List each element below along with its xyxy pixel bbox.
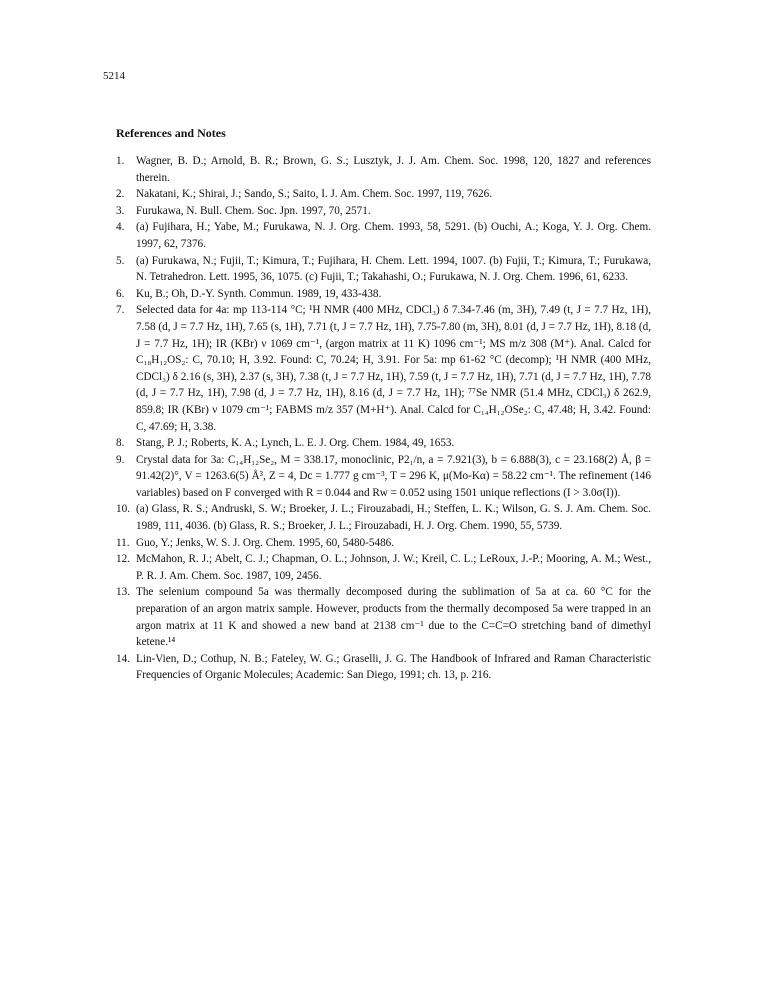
reference-text: Guo, Y.; Jenks, W. S. J. Org. Chem. 1995, 60, 5480-5486. — [136, 536, 395, 549]
reference-item — [116, 651, 651, 684]
reference-number: 2. — [116, 188, 125, 201]
reference-item — [116, 286, 651, 303]
reference-item — [116, 435, 651, 452]
reference-number: 8. — [116, 437, 125, 450]
reference-text: Lin-Vien, D.; Cothup, N. B.; Fateley, W. G.; Graselli, J. G. The Handbook of Infrared and Raman Characteristic Frequencies of Organic Molecules; Academic: San Diego, 1991; ch. 13, p. 216. — [136, 652, 651, 682]
reference-number: 12. — [116, 553, 130, 566]
reference-item — [116, 452, 651, 502]
reference-number: 6. — [116, 287, 125, 300]
reference-item — [116, 153, 651, 186]
reference-text: (a) Glass, R. S.; Andruski, S. W.; Broeker, J. L.; Firouzabadi, H.; Steffen, L. K.; Wilson, G. S. J. Am. Chem. Soc. 1989, 111, 4036. (b) Glass, R. S.; Broeker, J. L.; Firouzabadi, H. J. Org. Chem. 1990, 55, 5739. — [136, 503, 651, 533]
reference-text: Wagner, B. D.; Arnold, B. R.; Brown, G. S.; Lusztyk, J. J. Am. Chem. Soc. 1998, 120, 1827 and references therein. — [136, 155, 651, 184]
reference-number: 13. — [116, 586, 130, 599]
reference-number: 14. — [116, 652, 130, 665]
reference-item — [116, 501, 651, 534]
reference-item — [116, 219, 651, 252]
reference-text: Selected data for 4a: mp 113-114 °C; ¹H NMR (400 MHz, CDCl₃) δ 7.34-7.46 (m, 3H), 7.49 (t, J = 7.7 Hz, 1H), 7.58 (d, J = 7.7 Hz, 1H), 7.65 (s, 1H), 7.71 (t, J = 7.7 Hz, 1H), 7.75-7.80 (m, 3H), 8.01 (d, J = 7.7 Hz, 1H), 8.18 (d, J = 7.7 Hz, 1H); IR (KBr) ν 1069 cm⁻¹, (argon matrix at 11 K) 1096 cm⁻¹; MS m/z 308 (M⁺). Anal. Calcd for C₁₈H₁₂OS₂: C, 70.10; H, 3.92. Found: C, 70.24; H, 3.91. For 5a: mp 61-62 °C (decomp); ¹H NMR (400 MHz, CDCl₃) δ 2.16 (s, 3H), 2.37 (s, 3H), 7.38 (t, J = 7.7 Hz, 1H), 7.59 (t, J = 7.7 Hz, 1H), 7.71 (d, J = 7.7 Hz, 1H), 7.78 (d, J = 7.7 Hz, 1H), 7.98 (d, J = 7.7 Hz, 1H), 8.16 (d, J = 7.7 Hz, 1H); ⁷⁷Se NMR (51.4 MHz, CDCl₃) δ 262.9, 859.8; IR (KBr) ν 1079 cm⁻¹; FABMS m/z 357 (M+H⁺). Anal. Calcd for C₁₄H₁₂OSe₂: C, 47.48; H, 3.42. Found: C, 47.69; H, 3.38. — [136, 304, 651, 433]
reference-text: (a) Fujihara, H.; Yabe, M.; Furukawa, N. J. Org. Chem. 1993, 58, 5291. (b) Ouchi, A.; Koga, Y. J. Org. Chem. 1997, 62, 7376. — [136, 221, 651, 250]
reference-item — [116, 253, 651, 286]
reference-number: 5. — [116, 254, 125, 267]
reference-text: McMahon, R. J.; Abelt, C. J.; Chapman, O. L.; Johnson, J. W.; Kreil, C. L.; LeRoux, J.-P.; Mooring, A. M.; West., P. R. J. Am. Chem. Soc. 1987, 109, 2456. — [136, 553, 651, 582]
page-number: 5214 — [103, 70, 125, 82]
reference-number: 9. — [116, 453, 125, 466]
reference-text: Crystal data for 3a: C₁₄H₁₂Se₂, M = 338.17, monoclinic, P2₁/n, a = 7.921(3), b = 6.888(3), c = 23.168(2) Å, β = 91.42(2)°, V = 1263.6(5) Å³, Z = 4, Dc = 1.777 g cm⁻³, T = 296 K, μ(Mo-Kα) = 58.22 cm⁻¹. The refinement (146 variables) based on F converged with R = 0.044 and Rw = 0.052 using 1501 unique reflections (I > 3.0σ(I)). — [136, 453, 651, 499]
reference-item — [116, 302, 651, 435]
reference-text: Stang, P. J.; Roberts, K. A.; Lynch, L. E. J. Org. Chem. 1984, 49, 1653. — [136, 437, 455, 450]
reference-item — [116, 551, 651, 584]
reference-number: 3. — [116, 204, 125, 217]
reference-text: The selenium compound 5a was thermally decomposed during the sublimation of 5a at ca. 60 °C for the preparation of an argon matrix sample. However, products from the thermally decomposed 5a were trapped in an argon matrix at 11 K and showed a new band at 2138 cm⁻¹ due to the C=C=O stretching band of dimethyl ketene.¹⁴ — [136, 586, 651, 649]
reference-item — [116, 535, 651, 552]
reference-text: (a) Furukawa, N.; Fujii, T.; Kimura, T.; Fujihara, H. Chem. Lett. 1994, 1007. (b) Fujii, T.; Kimura, T.; Furukawa, N. Tetrahedron. Lett. 1995, 36, 1075. (c) Fujii, T.; Takahashi, O.; Furukawa, N. J. Org. Chem. 1996, 61, 6233. — [136, 254, 651, 284]
reference-text: Nakatani, K.; Shirai, J.; Sando, S.; Saito, I. J. Am. Chem. Soc. 1997, 119, 7626. — [136, 188, 493, 201]
section-heading: References and Notes — [116, 126, 226, 140]
reference-number: 4. — [116, 221, 125, 234]
reference-number: 10. — [116, 503, 130, 516]
reference-number: 1. — [116, 155, 125, 167]
reference-text: Ku, B.; Oh, D.-Y. Synth. Commun. 1989, 19, 433-438. — [136, 287, 382, 300]
reference-item — [116, 203, 651, 220]
reference-number: 11. — [116, 536, 130, 549]
reference-list — [116, 153, 651, 684]
reference-item — [116, 186, 651, 203]
reference-text: Furukawa, N. Bull. Chem. Soc. Jpn. 1997, 70, 2571. — [136, 204, 371, 217]
reference-item — [116, 584, 651, 650]
reference-number: 7. — [116, 304, 125, 317]
